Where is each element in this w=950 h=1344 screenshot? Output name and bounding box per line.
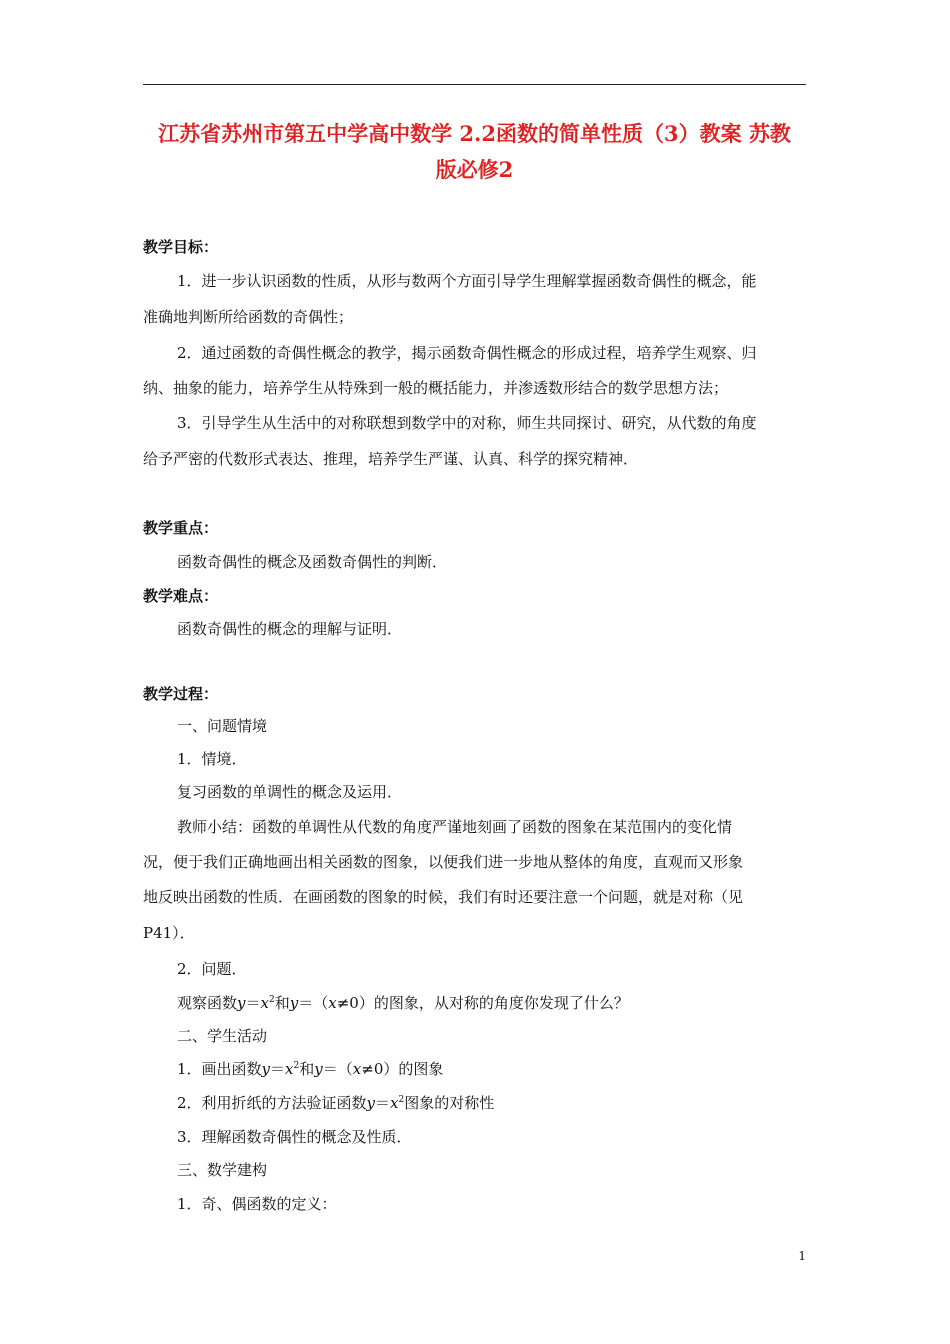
math-equals: ＝: [298, 994, 314, 1012]
activity-2: [177, 1091, 806, 1115]
activity-3: 3．理解函数奇偶性的概念及性质．: [177, 1128, 412, 1146]
question-cond-open: （: [313, 994, 329, 1012]
goal-3-line-2: 给予严密的代数形式表达、推理，培养学生严谨、认真、科学的探究精神．: [143, 450, 639, 468]
activity-1-cond-close: ）的图象: [383, 1060, 444, 1078]
title-line-2: 版必修2: [435, 157, 514, 182]
summary-line-1: 教师小结：函数的单调性从代数的角度严谨地刻画了函数的图象在某范围内的变化情: [177, 818, 733, 836]
document-title: [143, 116, 806, 188]
math-x: x: [352, 1060, 362, 1078]
goal-2-line-2: 纳、抽象的能力，培养学生从特殊到一般的概括能力，并渗透数形结合的数学思想方法；: [143, 379, 729, 397]
math-y: y: [289, 994, 299, 1012]
math-equals: ＝: [270, 1060, 286, 1078]
math-y: y: [237, 994, 246, 1012]
question-cond-close: ）的图象，从对称的角度你发现了什么？: [358, 994, 629, 1012]
summary-line-4: P41）．: [143, 924, 195, 942]
math-x: x: [285, 1060, 294, 1078]
math-exponent: 2: [268, 995, 275, 1005]
title-line-1: 江苏省苏州市第五中学高中数学 2.2函数的简单性质（3）教案 苏教: [158, 121, 791, 146]
section-1-item-1: 1．情境．: [177, 750, 247, 768]
activity-1-prefix: 1．画出函数: [177, 1060, 262, 1078]
math-neq-zero: ≠0: [336, 994, 359, 1012]
difficulties-text: 函数奇偶性的概念的理解与证明．: [177, 620, 403, 638]
goal-2-line-1: 2．通过函数的奇偶性概念的教学，揭示函数奇偶性概念的形成过程，培养学生观察、归: [177, 344, 757, 362]
goal-1-line-2: 准确地判断所给函数的奇偶性；: [143, 308, 354, 326]
page-number: 1: [798, 1249, 806, 1263]
math-exponent: 2: [398, 1095, 405, 1105]
difficulties-heading: 教学难点：: [143, 587, 219, 605]
process-heading: 教学过程：: [143, 685, 219, 703]
summary-line-2: 况，便于我们正确地画出相关函数的图象，以便我们进一步地从整体的角度，直观而又形象: [143, 853, 744, 871]
section-3-title: 三、数学建构: [177, 1161, 268, 1179]
key-points-heading: 教学重点：: [143, 519, 219, 537]
section-1-title: 一、问题情境: [177, 717, 268, 735]
activity-1: [177, 1057, 806, 1081]
goals-heading: 教学目标：: [143, 238, 219, 256]
question-line: [177, 991, 806, 1015]
definition-heading: 1．奇、偶函数的定义：: [177, 1195, 337, 1213]
activity-2-suffix: 图象的对称性: [404, 1094, 495, 1112]
activity-1-cond-open: （: [337, 1060, 353, 1078]
question-prefix: 观察函数: [177, 994, 238, 1012]
review-text: 复习函数的单调性的概念及运用．: [177, 783, 403, 801]
activity-1-and: 和: [299, 1060, 315, 1078]
key-points-text: 函数奇偶性的概念及函数奇偶性的判断．: [177, 553, 448, 571]
math-x: x: [390, 1094, 399, 1112]
question-and: 和: [274, 994, 290, 1012]
math-equals: ＝: [375, 1094, 391, 1112]
math-equals: ＝: [245, 994, 261, 1012]
header-rule: [143, 84, 806, 85]
activity-2-prefix: 2．利用折纸的方法验证函数: [177, 1094, 367, 1112]
summary-line-3: 地反映出函数的性质．在画函数的图象的时候，我们有时还要注意一个问题，就是对称（见: [143, 888, 744, 906]
math-neq-zero: ≠0: [361, 1060, 384, 1078]
section-1-item-2: 2．问题．: [177, 960, 247, 978]
math-x: x: [328, 994, 337, 1012]
math-x: x: [260, 994, 269, 1012]
section-2-title: 二、学生活动: [177, 1027, 268, 1045]
math-y: y: [366, 1094, 376, 1112]
math-y: y: [261, 1060, 271, 1078]
math-equals: ＝: [322, 1060, 338, 1078]
goal-3-line-1: 3．引导学生从生活中的对称联想到数学中的对称，师生共同探讨、研究，从代数的角度: [177, 414, 757, 432]
math-exponent: 2: [293, 1061, 300, 1071]
math-y: y: [314, 1060, 323, 1078]
goal-1-line-1: 1．进一步认识函数的性质，从形与数两个方面引导学生理解掌握函数奇偶性的概念，能: [177, 272, 757, 290]
